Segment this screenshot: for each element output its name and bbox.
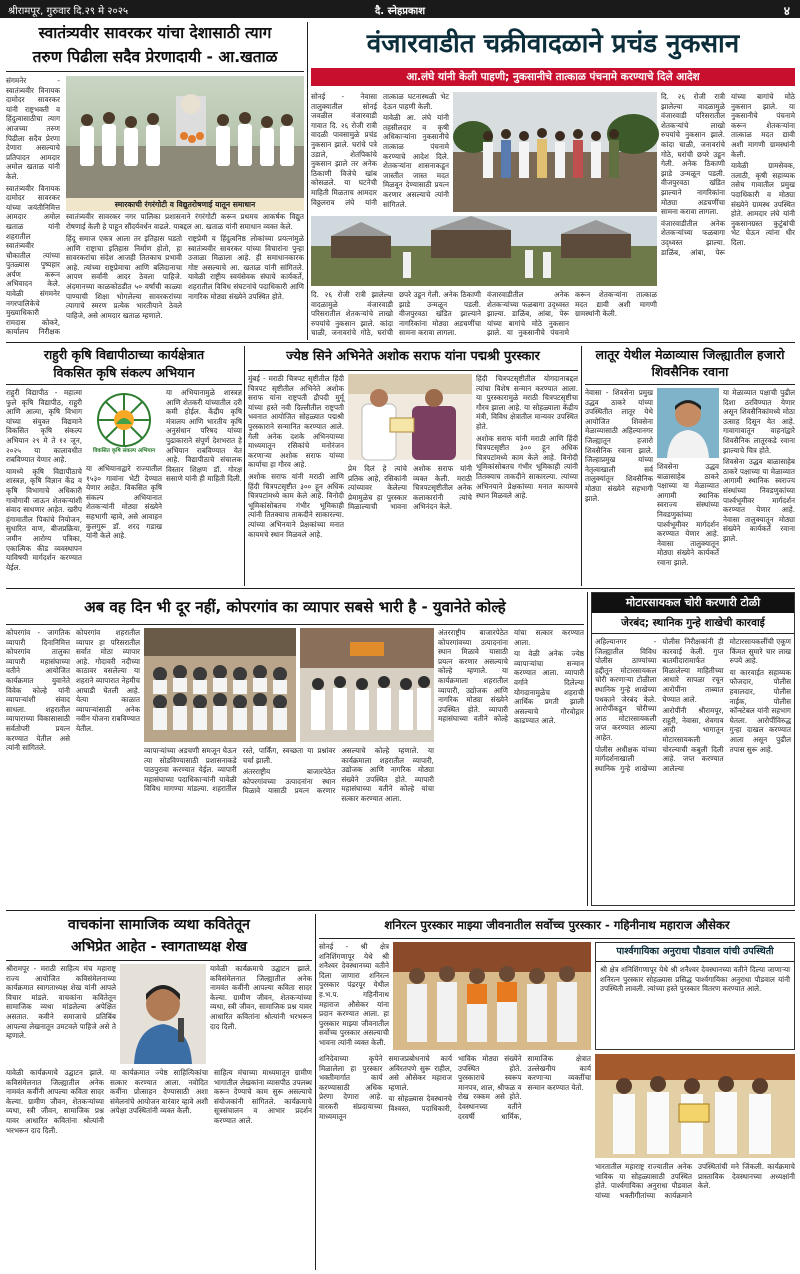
kopargaon-article <box>6 592 584 906</box>
vanjarwadi-photo-2 <box>311 216 657 286</box>
motorcycle-para: आरोपींनी श्रीरामपूर, राहुरी, नेवासा, शेवगाव आदी भागातून मोटारसायकली चोरल्याची कबुली दिली आहे. जप्त करण्यात आलेल्या मोटारसायकलींची एकूण किंमत सुमारे चार लाख रुपये आहे. <box>662 637 791 773</box>
latur-photo <box>657 388 719 458</box>
saraf-col2 <box>348 464 472 584</box>
kopargaon-mid <box>144 746 434 904</box>
vanjarwadi-photo <box>453 92 657 212</box>
rahuri-article <box>6 346 242 586</box>
kopargaon-photo-2 <box>300 628 434 742</box>
shanishwar-article <box>319 914 795 1270</box>
latur-article <box>585 346 795 586</box>
shanishwar-box-title: पार्श्वगायिका अनुराधा पौडवाल यांची उपस्थिती <box>616 946 774 957</box>
shanishwar-para: या सोहळ्यास देवस्थानचे विश्वस्त, पदाधिकारी, भाविक मोठ्या संख्येने उपस्थित होते. पुरस्काराचे स्वरूप मानपत्र, शाल, श्रीफळ व रोख रक्कम असे होते. देवस्थानच्या वतीने दरवर्षी धार्मिक, सामाजिक क्षेत्रात उल्लेखनीय कार्य करणाऱ्या व्यक्तींचा सन्मान करण्यात येतो. <box>388 1054 591 1121</box>
savarkar-para: राष्ट्रप्रेमी व हिंदुत्वनिष्ठ लोकांच्या प्रयत्नांमुळे स्वातंत्र्यवीर सावरकर यांच्या विचारांना पुन्हा उजाळा मिळाला आहे. ही समाधानकारक गोष्ट असल्याचे आ. खताळ यांनी सांगितले. यावेळी राष्ट्रीय स्वयंसेवक संघाचे कार्यकर्ते, शहरातील विविध संघटनांचे पदाधिकारी आणि नागरिक मोठ्या संख्येने उपस्थित होते. <box>188 234 304 301</box>
savarkar-subpara <box>66 212 304 232</box>
shanishwar-para: शनिदेवाच्या कृपेने मिळालेला हा पुरस्कार भक्तीमार्गात कार्य करण्यासाठी अधिक प्रेरणा देणारा आहे. वारकरी संप्रदायाच्या माध्यमातून समाजप्रबोधनाचे कार्य अविरतपणे सुरू राहील, असे औसेकर महाराज म्हणाले. <box>319 1054 452 1121</box>
latur-col3 <box>723 388 795 584</box>
saraf-article <box>248 346 578 586</box>
kopargaon-right <box>438 628 584 904</box>
latur-para: या मेळाव्यात पक्षाची पुढील दिशा ठरविण्यात येणार असून शिवसैनिकांमध्ये मोठा उत्साह दिसून येत आहे. गावागावातून वाहनांद्वारे शिवसैनिक लातूरकडे रवाना झाल्याचे चित्र होते. <box>723 388 795 455</box>
latur-col2 <box>657 462 719 584</box>
kavita-para: यावेळी कार्यक्रमाचे उद्घाटन झाले. कविसंमेलनात जिल्ह्यातील अनेक नामवंत कवींनी आपल्या कविता सादर केल्या. ग्रामीण जीवन, शेतकऱ्यांच्या व्यथा, स्त्री जीवन, सामाजिक प्रश्न यावर आधारित कवितांना श्रोत्यांनी भरभरून दाद दिली. <box>6 1068 104 1135</box>
saraf-headline: ज्येष्ठ सिने अभिनेते अशोक सराफ यांना पद्मश्री पुरस्कार <box>286 349 540 364</box>
kavita-para: यावेळी कार्यक्रमाचे उद्घाटन झाले. कविसंमेलनात जिल्ह्यातील अनेक नामवंत कवींनी आपल्या कविता सादर केल्या. ग्रामीण जीवन, शेतकऱ्यांच्या व्यथा, स्त्री जीवन, सामाजिक प्रश्न यावर आधारित कवितांना श्रोत्यांनी भरभरून दाद दिली. <box>210 964 312 1031</box>
kavita-headline-2: अभिप्रेत आहेत - स्वागताध्यक्ष शेख <box>71 939 247 955</box>
vanjarwadi-para: यावेळी आ. लंघे यांनी तहसीलदार व कृषी अधिकाऱ्यांना नुकसानीचे तात्काळ पंचनामे करण्याचे आदेश दिले. शेतकऱ्यांना शासनाकडून जास्तीत जास्त मदत मिळवून देण्यासाठी प्रयत्न करणार असल्याचे त्यांनी सांगितले. <box>383 113 449 209</box>
saraf-para: हिंदी चित्रपटसृष्टीतील योगदानाबद्दल त्यांचा विशेष सन्मान करण्यात आला. या पुरस्कारामुळे मराठी चित्रपटसृष्टीचा गौरव झाला आहे. या सोहळ्याला केंद्रीय मंत्री, विविध क्षेत्रातील मान्यवर उपस्थित होते. <box>476 374 578 431</box>
vanjarwadi-headline: वंजारवाडीत चक्रीवादळाने प्रचंड नुकसान <box>366 29 740 59</box>
kopargaon-para: या वेळी अनेक ज्येष्ठ व्यापाऱ्यांचा सन्मान करण्यात आला. व्यापारी वर्गाने दिलेल्या योगदानामुळेच शहराची आर्थिक प्रगती झाली असल्याचे गौरवोद्गार काढण्यात आले. <box>514 649 584 726</box>
motorcycle-article <box>591 592 795 906</box>
saraf-col1 <box>248 374 344 584</box>
rahuri-headline-1: राहुरी कृषि विद्यापीठाच्या कार्यक्षेत्रात <box>43 347 205 362</box>
latur-headline: लातूर येथील मेळाव्यास जिल्ह्यातील हजारो शिवसैनिक रवाना <box>595 347 785 379</box>
rahuri-para: राहुरी विद्यापीठ - महात्मा फुले कृषि विद्यापीठ, राहुरी आणि आत्मा, कृषि विभाग यांच्या संयुक्त विद्यमाने विकसित कृषि संकल्प अभियान २९ मे ते १२ जून, २०२५ या कालावधीत राबविण्यात येणार आहे. <box>6 388 82 465</box>
vanjarwadi-para: दि. २६ रोजी रात्री झालेल्या वादळामुळे वंजारवाडी परिसरातील शेतकऱ्यांचे लाखो रुपयांचे नुकसान झाले. कांदा चाळी, जनावरांचे गोठे, घरांची छपरे उडून गेली. अनेक ठिकाणी झाडे उन्मळून पडली. वीजपुरवठा खंडित झाल्याने नागरिकांना मोठ्या अडचणींचा सामना करावा लागला. <box>661 92 725 217</box>
kavita-col1 <box>6 964 116 1064</box>
latur-para: शिवसेना उद्धव बाळासाहेब ठाकरे पक्षाच्या या मेळाव्यात आगामी स्थानिक स्वराज्य संस्थांच्या निवडणुकांच्या पार्श्वभूमीवर मार्गदर्शन करण्यात येणार आहे. नेवासा तालुक्यातून मोठ्या संख्येने कार्यकर्ते रवाना झाले. <box>723 457 795 543</box>
vanjarwadi-para: दि. २६ रोजी रात्री झालेल्या वादळामुळे वंजारवाडी परिसरातील शेतकऱ्यांचे लाखो रुपयांचे नुकसान झाले. कांदा चाळी, जनावरांचे गोठे, घरांची छपरे उडून गेली. अनेक ठिकाणी झाडे उन्मळून पडली. वीजपुरवठा खंडित झाल्याने नागरिकांना मोठ्या अडचणींचा सामना करावा लागला. <box>311 290 481 338</box>
kopargaon-photo <box>144 628 296 742</box>
kopargaon-para: अंतरराष्ट्रीय बाजारपेठेत कोपरगांवच्या उत्पादनांना स्थान मिळावे यासाठी प्रयत्न करणार असल्याचे कोल्हे म्हणाले. या कार्यक्रमाला शहरातील व्यापारी, उद्योजक आणि नागरिक मोठ्या संख्येने उपस्थित होते. व्यापारी महासंघाच्या वतीने कोल्हे यांचा सत्कार करण्यात आला. <box>438 628 584 724</box>
rahuri-headline-2: विकसित कृषि संकल्प अभियान <box>53 365 195 380</box>
shanishwar-para: सोनई - श्री क्षेत्र शनिशिंगणापूर येथे श्री शनैश्वर देवस्थानच्या वतीने दिला जाणारा शनिरत्न पुरस्कार पंढरपूर येथील ह.भ.प. गहिनीनाथ महाराज औसेकर यांना प्रदान करण्यात आला. हा पुरस्कार माझ्या जीवनातील सर्वोच्च पुरस्कार असल्याची भावना त्यांनी व्यक्त केली. <box>319 942 389 1047</box>
savarkar-article <box>6 22 304 340</box>
kopargaon-para: कोपरगांव शहरातील व्यापार हा परिसरातील सर्वात मोठा व्यापार आहे. गोदावरी नदीच्या काठावर वसलेल्या या शहराने व्यापारात नेहमीच आघाडी घेतली आहे. येत्या काळात व्यापाऱ्यांसाठी अनेक नवीन योजना राबविण्यात येतील. <box>76 628 140 733</box>
kavita-para: साहित्य मंचाच्या माध्यमातून ग्रामीण भागातील लेखकांना व्यासपीठ उपलब्ध करून देण्याचे काम सुरू असल्याचे संयोजकांनी सांगितले. कार्यक्रमाचे सूत्रसंचालन व आभार प्रदर्शन करण्यात आले. <box>214 1068 312 1125</box>
shanishwar-photo <box>393 942 591 1050</box>
latur-para: शिवसेना उद्धव बाळासाहेब ठाकरे पक्षाच्या या मेळाव्यात आगामी स्थानिक स्वराज्य संस्थांच्या निवडणुकांच्या पार्श्वभूमीवर मार्गदर्शन करण्यात येणार आहे. नेवासा तालुक्यातून मोठ्या संख्येने कार्यकर्ते रवाना झाले. <box>657 462 719 567</box>
saraf-col3 <box>476 374 578 584</box>
savarkar-col1 <box>6 76 60 338</box>
kavita-article <box>6 914 312 1270</box>
motorcycle-headline-1: मोटारसायकल चोरी करणारी टोळी <box>592 593 794 613</box>
shanishwar-box-body: श्री क्षेत्र शनिशिंगणापूर येथे श्री शनैश्वर देवस्थानच्या वतीने दिल्या जाणाऱ्या शनिरत्न पुरस्कार सोहळ्यास प्रसिद्ध पार्श्वगायिका अनुराधा पौडवाल यांनी उपस्थिती लावली. त्यांच्या हस्ते पुरस्कार वितरण करण्यात आले. <box>600 965 790 994</box>
saraf-photo <box>348 374 472 460</box>
saraf-para: अशोक सराफ यांनी मराठी आणि हिंदी चित्रपटसृष्टीत ३०० हून अधिक चित्रपटांमध्ये काम केले आहे. विनोदी भूमिकांसोबतच गंभीर भूमिकाही त्यांनी तितक्याच ताकदीने साकारल्या. त्यांच्या अभिनयाने प्रेक्षकांच्या मनात कायमचे स्थान मिळवले आहे. <box>248 471 344 539</box>
kopargaon-para: कोपरगांव - जागतिक व्यापारी दिनानिमित्त कोपरगांव तालुका व्यापारी महासंघाच्या वतीने आयोजित कार्यक्रमात युवानेते विवेक कोल्हे यांनी व्यापाऱ्यांशी संवाद साधला. शहरातील व्यापाराच्या विकासासाठी सर्वतोपरी प्रयत्न करण्यात येतील असे त्यांनी सांगितले. <box>6 628 70 753</box>
vanjarwadi-col3 <box>661 92 795 338</box>
shanishwar-para: भारतातील महाराष्ट्र राज्यातील अनेक भाविक या सोहळ्यासाठी उपस्थित होते. पार्श्वगायिका अनुराधा पौडवाल यांच्या भक्तीगीतांच्या कार्यक्रमाने उपस्थितांची मने जिंकली. कार्यक्रमाचे प्रास्ताविक देवस्थानच्या अध्यक्षांनी केले. <box>595 1162 795 1200</box>
latur-col1 <box>585 388 653 584</box>
motorcycle-headline-2: जेरबंद; स्थानिक गुन्हे शाखेची कारवाई <box>621 617 765 629</box>
kopargaon-para: अंतरराष्ट्रीय बाजारपेठेत कोपरगांवच्या उत्पादनांना स्थान मिळावे यासाठी प्रयत्न करणार असल्याचे कोल्हे म्हणाले. या कार्यक्रमाला शहरातील व्यापारी, उद्योजक आणि नागरिक मोठ्या संख्येने उपस्थित होते. व्यापारी महासंघाच्या वतीने कोल्हे यांचा सत्कार करण्यात आला. <box>242 746 434 803</box>
vanjarwadi-subhead: आ.लंघे यांनी केली पाहणी; नुकसानीचे तात्काळ पंचनामे करण्याचे दिले आदेश <box>311 68 795 86</box>
savarkar-photo <box>66 76 304 198</box>
kopargaon-para: व्यापाऱ्यांच्या अडचणी समजून घेऊन त्या सोडविण्यासाठी प्रशासनाकडे पाठपुरावा करण्यात येईल. व्यापारी महासंघाच्या पदाधिकाऱ्यांनी यावेळी विविध मागण्या मांडल्या. शहरातील रस्ते, पार्किंग, स्वच्छता या प्रश्नांवर चर्चा झाली. <box>144 746 336 794</box>
saraf-para: प्रेम दिलं हे त्यांचे प्रतिक आहे, रसिकांनी त्यांच्यावर केलेल्या प्रेमामुळेच हा पुरस्कार मिळाल्याची भावना अशोक सराफ यांनी व्यक्त केली. मराठी चित्रपटसृष्टीतील अनेक कलाकारांनी त्यांचे अभिनंदन केले. <box>348 464 472 512</box>
savarkar-para: स्वातंत्र्यवीर सावरकर नगर पालिका प्रशासनाने रंगरंगोटी करून प्रथमच आकर्षक विद्युत रोषणाई केली हे पाहून सौंदर्यवर्धन वाढले. याबद्दल आ. खताळ यांनी समाधान व्यक्त केले. <box>66 212 304 231</box>
kopargaon-headline: अब वह दिन भी दूर नहीं, कोपरगांव का व्यापार सबसे भारी है - युवानेते कोल्हे <box>84 598 506 616</box>
shanishwar-col1 <box>319 942 389 1050</box>
rahuri-para: यामध्ये कृषि विद्यापीठाचे शास्त्रज्ञ, कृषि विज्ञान केंद्र व कृषि विभागाचे अधिकारी गावोगावी जाऊन शेतकऱ्यांशी संवाद साधणार आहेत. खरीप हंगामातील पिकांचे नियोजन, सुधारित वाण, बीजप्रक्रिया, जमीन आरोग्य पत्रिका, एकात्मिक कीड व्यवस्थापन याविषयी मार्गदर्शन करण्यात येईल. <box>6 466 82 572</box>
savarkar-para: हिंदू समाज एकत्र आला तर इतिहास घडतो आणि राष्ट्राचा इतिहास निर्माण होतो, हा सावरकरांचा संदेश आजही तितकाच प्रभावी आहे. त्यांच्या राष्ट्रप्रेमाचा आणि बलिदानाचा आपण सर्वांनी आदर ठेवला पाहिजे. अंदमानच्या काळकोठडीत ५० वर्षांची काळ्या पाण्याची शिक्षा भोगलेल्या सावरकरांच्या त्यागाचे स्मरण प्रत्येक भारतीयाने ठेवले पाहिजे, असे आमदार खताळ म्हणाले. <box>66 234 182 320</box>
saraf-para: मुंबई - मराठी चित्रपट सृष्टीतील हिंदी चित्रपट सृष्टीतील अभिनेते अशोक सराफ यांना राष्ट्रपती द्रौपदी मुर्मू यांच्या हस्ते नवी दिल्लीतील राष्ट्रपती भवनात आयोजित सोहळ्यात पद्मश्री पुरस्काराने सन्मानित करण्यात आले. गेली अनेक दशके अभिनयाच्या माध्यमातून रसिकांचे मनोरंजन करणाऱ्या अशोक सराफ यांच्या कार्याचा हा गौरव आहे. <box>248 374 344 470</box>
rahuri-col3 <box>166 388 242 584</box>
vanjarwadi-para: वंजारवाडीतील अनेक शेतकऱ्यांच्या फळबागा उद्ध्वस्त झाल्या. डाळिंब, आंबा, पेरू यांच्या बागांचे मोठे नुकसान झाले. या नुकसानीचे पंचनामे करून शेतकऱ्यांना तात्काळ मदत द्यावी अशी मागणी ग्रामस्थांनी केली. <box>487 290 657 338</box>
kopargaon-col1 <box>6 628 140 904</box>
motorcycle-para: अहिल्यानगर - जिल्ह्यातील विविध पोलीस ठाण्यांच्या हद्दीतून मोटारसायकल चोरी करणाऱ्या टोळीला स्थानिक गुन्हे शाखेच्या पथकाने जेरबंद केले. आरोपींकडून चोरीच्या आठ मोटारसायकली जप्त करण्यात आल्या आहेत. <box>595 637 657 742</box>
kavita-col3 <box>210 964 312 1064</box>
vanjarwadi-para: वंजारवाडीतील अनेक शेतकऱ्यांच्या फळबागा उद्ध्वस्त झाल्या. डाळिंब, आंबा, पेरू यांच्या बागांचे मोठे नुकसान झाले. या नुकसानीचे पंचनामे करून शेतकऱ्यांना तात्काळ मदत द्यावी अशी मागणी ग्रामस्थांनी केली. <box>661 92 795 257</box>
vanjarwadi-para: सोनई - नेवासा तालुक्यातील सोनई जवळील वंजारवाडी गावात दि. २६ रोजी रात्री वादळी पावसामुळे प्रचंड नुकसान झाले. घरांचे पत्रे उडाले, शेतपिकांचे नुकसान झाले तर अनेक ठिकाणी विजेचे खांब कोसळले. या घटनेची माहिती मिळताच आमदार विठ्ठलराव लंघे यांनी तात्काळ घटनास्थळी भेट देऊन पाहणी केली. <box>311 92 449 207</box>
kavita-photo <box>120 964 206 1064</box>
saraf-para: अशोक सराफ यांनी मराठी आणि हिंदी चित्रपटसृष्टीत ३०० हून अधिक चित्रपटांमध्ये काम केले आहे. विनोदी भूमिकांसोबतच गंभीर भूमिकाही त्यांनी तितक्याच ताकदीने साकारल्या. त्यांच्या अभिनयाने प्रेक्षकांच्या मनात कायमचे स्थान मिळवले आहे. <box>476 433 578 501</box>
kavita-para: श्रीरामपूर - मराठी साहित्य मंच महाराष्ट्र राज्य आयोजित कविसंमेलनाच्या कार्यक्रमात स्वागताध्यक्ष शेख यांनी आपले विचार मांडले. वाचकांना कवितेतून सामाजिक व्यथा मांडलेल्या अपेक्षित असतात. कवीने समाजाचे प्रतिबिंब आपल्या लेखनातून उमटवले पाहिजे असे ते म्हणाले. <box>6 964 116 1041</box>
vanjarwadi-article <box>311 22 795 340</box>
shanishwar-photo-2 <box>595 1054 795 1158</box>
savarkar-para: संगमनेर - स्वातंत्र्यवीर विनायक दामोदर सावरकर यांनी राष्ट्रभक्ती व हिंदुत्वासाठीचा त्याग आजच्या तरुण पिढीला सदैव प्रेरणा देणारा असल्याचे प्रतिपादन आमदार अमोल खताळ यांनी केले. <box>6 76 60 181</box>
kavita-bottom <box>6 1068 312 1268</box>
page-header <box>0 0 800 18</box>
motorcycle-para: या कारवाईत सहाय्यक फौजदार, पोलीस हवालदार, पोलीस नाईक, पोलीस कॉन्स्टेबल यांनी सहभाग घेतला. आरोपींविरुद्ध गुन्हा दाखल करण्यात आला असून पुढील तपास सुरू आहे. <box>729 667 791 754</box>
latur-para: नेवासा - शिवसेना प्रमुख उद्धव ठाकरे यांच्या उपस्थितीत लातूर येथे आयोजित शिवसेना मेळाव्यासाठी अहिल्यानगर जिल्ह्यातून हजारो शिवसैनिक रवाना झाले. जिल्हाप्रमुख यांच्या नेतृत्वाखाली सर्व तालुक्यांतून शिवसैनिक मोठ्या संख्येने सहभागी झाले. <box>585 388 653 503</box>
savarkar-photo-caption: स्मारकाची रंगरंगोटी व विद्युतरोषणाई यातून समाधान <box>66 198 304 211</box>
vanjarwadi-para: यावेळी ग्रामसेवक, तलाठी, कृषी सहाय्यक तसेच गावातील प्रमुख पदाधिकारी व मोठ्या संख्येने ग्रामस्थ उपस्थित होते. आमदार लंघे यांनी नुकसानग्रस्त कुटुंबांची भेट घेऊन त्यांना धीर दिला. <box>731 161 795 247</box>
shanishwar-box <box>595 942 795 1050</box>
shanishwar-headline: शनिरत्न पुरस्कार माझ्या जीवनातील सर्वोच्च पुरस्कार - गहिनीनाथ महाराज औसेकर <box>384 918 730 932</box>
newspaper-name: दै. स्नेहप्रकाश <box>374 6 426 17</box>
rahuri-logo <box>86 390 162 460</box>
savarkar-para: स्वातंत्र्यवीर विनायक दामोदर सावरकर यांच्या जयंतीनिमित्त आमदार अमोल खताळ यांनी शहरातील स्वातंत्र्यवीर चौकातील त्यांच्या पुतळ्यास पुष्पहार अर्पण करून अभिवादन केले. यावेळी संगमनेर नगरपालिकेचे मुख्याधिकारी रामदास कोकरे, कार्यालय निरीक्षक <box>6 183 60 337</box>
kavita-headline-1: वाचकांना सामाजिक व्यथा कवितेतून <box>68 917 250 933</box>
rahuri-col2 <box>86 464 162 584</box>
rahuri-para: या अभियानाद्वारे राज्यातील १५३० गावांना भेटी देण्यात येणार आहेत. विकसित कृषि संकल्प अभियानात शेतकऱ्यांनी मोठ्या संख्येने सहभागी व्हावे, असे आवाहन कुलगुरू डॉ. शरद गडाख यांनी केले आहे. <box>86 464 162 541</box>
header-date: श्रीरामपूर, गुरुवार दि.२९ मे २०२५ <box>8 6 129 17</box>
vanjarwadi-bottom <box>311 290 657 338</box>
vanjarwadi-col1 <box>311 92 449 212</box>
page-number: ४ <box>783 4 790 18</box>
rahuri-col1 <box>6 388 82 584</box>
shanishwar-bottom-left <box>319 1054 591 1268</box>
savarkar-headline-2: तरुण पिढीला सदैव प्रेरणादायी - आ.खताळ <box>32 48 278 66</box>
motorcycle-para: पोलीस अधीक्षक यांच्या मार्गदर्शनाखाली स्थानिक गुन्हे शाखेच्या पोलीस निरीक्षकांनी ही कारवाई केली. गुप्त बातमीदारामार्फत मिळालेल्या माहितीच्या आधारे सापळा रचून आरोपींना ताब्यात घेण्यात आले. <box>595 637 724 773</box>
motorcycle-body <box>595 637 791 903</box>
savarkar-cols <box>66 234 304 338</box>
savarkar-headline-1: स्वातंत्र्यवीर सावरकर यांचा देशासाठी त्याग <box>38 24 272 42</box>
rahuri-para: या अभियानामुळे शास्त्रज्ञ आणि शेतकरी यांच्यातील दरी कमी होईल. केंद्रीय कृषि मंत्रालय आणि भारतीय कृषि अनुसंधान परिषद यांच्या पुढाकाराने संपूर्ण देशभरात हे अभियान राबविण्यात येत आहे. विद्यापीठाचे संचालक विस्तार शिक्षण डॉ. गोरक्ष ससाणे यांनी ही माहिती दिली. <box>166 388 242 484</box>
kavita-para: या कार्यक्रमात ज्येष्ठ साहित्यिकांचा सत्कार करण्यात आला. नवोदित कवींना प्रोत्साहन देण्यासाठी अशा संमेलनांचे आयोजन वारंवार व्हावे अशी अपेक्षा उपस्थितांनी व्यक्त केली. <box>110 1068 208 1116</box>
shanishwar-bottom-right <box>595 1162 795 1268</box>
rahuri-logo-text: विकसित कृषि संकल्प अभियान <box>92 448 156 454</box>
